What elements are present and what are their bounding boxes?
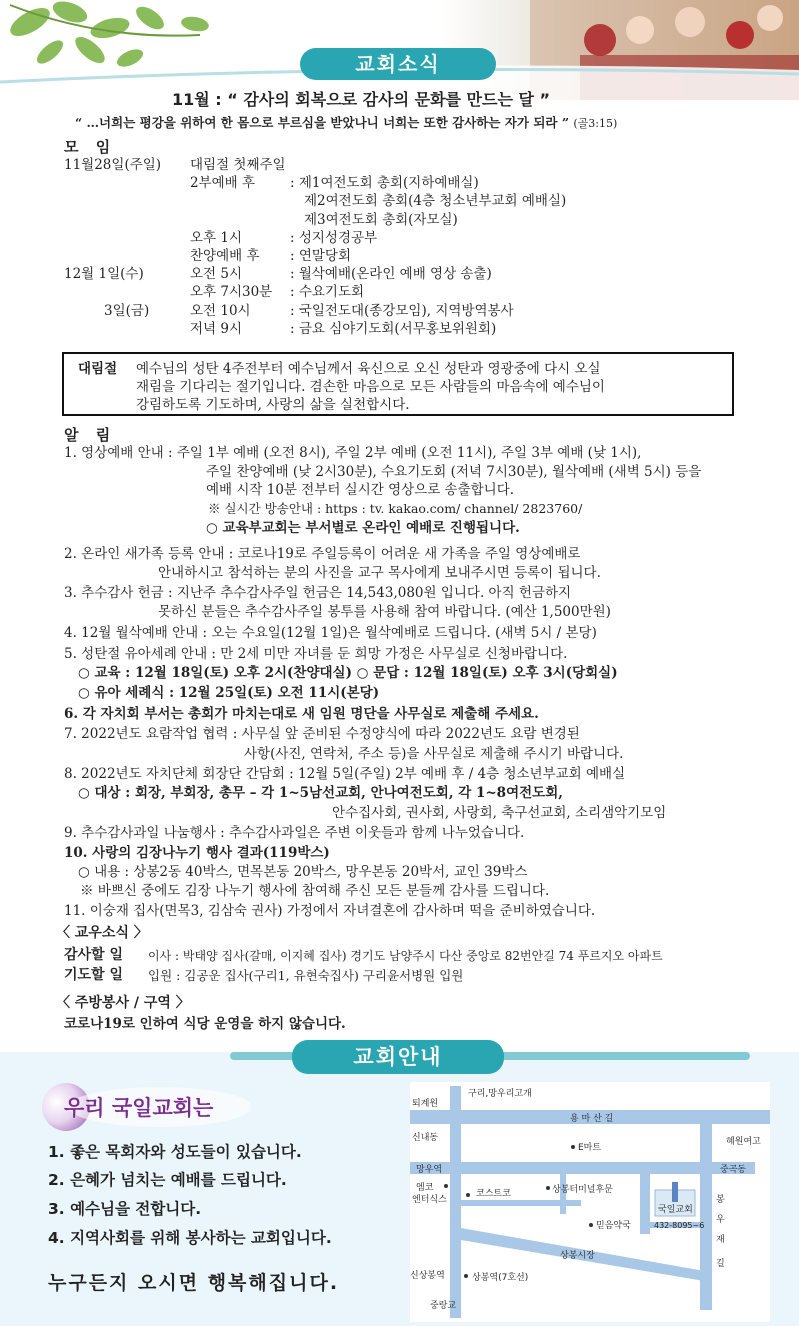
- notice-line-9: 못하신 분들은 추수감사주일 봉투를 사용해 참여 바랍니다. (예산 1,500만원): [158, 604, 611, 620]
- notice-line-8: 3. 추수감사 헌금 : 지난주 추수감사주일 헌금은 14,543,080원 입니다. 아직 헌금하지: [64, 585, 572, 601]
- map-label-yongmasan: 용 마 산 길: [570, 1114, 614, 1124]
- map-label-haewon: 혜원여고: [726, 1137, 761, 1147]
- notice-line-18: ○ 대상 : 회장, 부회장, 총무 – 각 1~5남선교회, 안나여전도회, 각 1~8여전도회,: [78, 785, 563, 801]
- meeting-c3-4: : 성지성경공부: [290, 229, 378, 246]
- notice-line-2: 주일 찬양예배 (낮 2시30분), 수요기도회 (저녁 7시30분), 월삭예배 (새벽 5시) 등을: [206, 464, 702, 480]
- map-label-gil: 길: [716, 1259, 725, 1269]
- meeting-c2-9: 저녁 9시: [190, 320, 243, 337]
- location-map: [410, 1082, 770, 1322]
- meeting-c2-4: 오후 1시: [190, 229, 243, 246]
- notice-line-13: ○ 유아 세례식 : 12월 25일(토) 오전 11시(본당): [78, 685, 380, 701]
- prayer-label: 기도할 일: [64, 967, 123, 983]
- kitchen-text: 코로나19로 인하여 식당 운영을 하지 않습니다.: [64, 1016, 346, 1032]
- meeting-c2-1: 2부예배 후: [190, 175, 256, 192]
- meeting-c1-8: 3일(금): [104, 302, 150, 319]
- thanks-text: 이사 : 박태양 집사(갈매, 이지혜 집사) 경기도 남양주시 다산 중앙로 82번안길 74 푸르지오 아파트: [148, 949, 663, 963]
- meeting-c3-1: : 제1여전도회 총회(지하예배실): [290, 175, 479, 192]
- notice-line-19: 안수집사회, 권사회, 사랑회, 축구선교회, 소리샘악기모임: [332, 805, 667, 821]
- intro-item-4: 4. 지역사회를 위해 봉사하는 교회입니다.: [48, 1229, 332, 1247]
- map-label-jae: 재: [716, 1235, 725, 1245]
- meeting-c3-3: 제3여전도회 총회(자모실): [304, 211, 458, 228]
- advent-label: 대림절: [78, 361, 118, 377]
- notice-line-6: 2. 온라인 새가족 등록 안내 : 코로나19로 주일등록이 어려운 새 가족을 주일 영상예배로: [64, 546, 581, 562]
- month-theme: 11월 : “ 감사의 회복으로 감사의 문화를 만드는 달 ”: [172, 90, 551, 109]
- news-title: 교회소식: [300, 48, 496, 80]
- verse-text: “ …너희는 평강을 위하여 한 몸으로 부르심을 받았나니 너희는 또한 감사하는 자가 되라 ”: [75, 115, 570, 130]
- intro-item-3: 3. 예수님을 전합니다.: [48, 1200, 202, 1218]
- notice-line-21: 10. 사랑의 김장나누기 행사 결과(119박스): [64, 845, 330, 861]
- map-label-toegyewon: 퇴계원: [412, 1099, 439, 1109]
- map-label-sinsangbong: 신상봉역: [410, 1271, 445, 1281]
- meeting-c3-8: : 국일전도대(종강모임), 지역방역봉사: [290, 302, 514, 319]
- intro-title: 우리 국일교회는: [64, 1096, 214, 1120]
- meeting-c2-5: 찬양예배 후: [190, 248, 260, 264]
- notice-line-22: ○ 내용 : 상봉2동 40박스, 면목본동 20박스, 망우본동 20박서, 교인 39박스: [78, 864, 528, 880]
- meeting-c1-6: 12월 1일(수): [64, 266, 144, 283]
- meeting-c2-7: 오후 7시30분: [190, 284, 273, 301]
- advent-line-1: 예수님의 성탄 4주전부터 예수님께서 육신으로 오신 성탄과 영광중에 다시 오실: [136, 361, 601, 377]
- members-heading: 〈 교우소식 〉: [56, 925, 148, 941]
- map-label-jungnang: 중랑교: [430, 1301, 457, 1311]
- intro-item-1: 1. 좋은 목회자와 성도들이 있습니다.: [48, 1143, 302, 1161]
- thanks-label: 감사할 일: [64, 947, 123, 963]
- notice-line-7: 안내하시고 참석하는 분의 사진을 교구 목사에게 보내주시면 등록이 됩니다.: [158, 565, 601, 581]
- meeting-c3-5: : 연말당회: [290, 248, 352, 264]
- meeting-c2-8: 오전 10시: [190, 302, 251, 319]
- meeting-c2-0: 대림절 첫째주일: [190, 157, 286, 173]
- theme-verse: [75, 114, 617, 133]
- kitchen-heading: 〈 주방봉사 / 구역 〉: [56, 995, 190, 1011]
- closing-text: 누구든지 오시면 행복해집니다.: [48, 1272, 340, 1294]
- map-label-emart: E마트: [578, 1143, 602, 1153]
- map-label-emco: 엠코: [416, 1183, 434, 1193]
- map-label-sangbong-market: 상봉시장: [560, 1251, 595, 1261]
- map-label-guri: 구리,망우리고개: [468, 1089, 532, 1099]
- notice-line-4[interactable]: ※ 실시간 방송안내 : https : tv. kakao.com/ channel/ 2823760/: [208, 501, 583, 516]
- notice-line-12: ○ 교육 : 12월 18일(토) 오후 2시(찬양대실) ○ 문답 : 12월 18일(토) 오후 3시(당회실): [78, 665, 618, 681]
- meeting-c2-6: 오전 5시: [190, 266, 243, 283]
- map-label-sinnae: 신내동: [412, 1133, 439, 1143]
- notice-line-24: 11. 이숭재 집사(면목3, 김삼숙 권사) 가정에서 자녀결혼에 감사하며 떡을 준비하였습니다.: [64, 903, 596, 919]
- meeting-c1-0: 11월28일(주일): [64, 157, 162, 173]
- guide-title: 교회안내: [292, 1040, 504, 1074]
- map-label-sangbong-station: 상봉역(7호선): [472, 1273, 529, 1283]
- map-label-bong: 봉: [716, 1195, 725, 1205]
- notice-line-15: 7. 2022년도 요람작업 협력 : 사무실 앞 준비된 수정양식에 따라 2022년도 요람 변경된: [64, 726, 580, 742]
- notices-heading: 알 림: [64, 426, 117, 444]
- meeting-c3-2: 제2여전도회 총회(4층 청소년부교회 예배실): [304, 193, 567, 210]
- notice-line-3: 예배 시작 10분 전부터 실시간 영상으로 송출합니다.: [206, 482, 515, 498]
- notice-line-10: 4. 12월 월삭예배 안내 : 오는 수요일(12월 1일)은 월삭예배로 드립니다. (새벽 5시 / 본당): [64, 625, 597, 641]
- notice-line-5: ○ 교육부교회는 부서별로 온라인 예배로 진행됩니다.: [206, 520, 520, 536]
- notice-line-23: ※ 바쁘신 중에도 김장 나누기 행사에 참여해 주신 모든 분들께 감사를 드립니다.: [80, 883, 550, 899]
- verse-ref: (골3:15): [573, 117, 618, 130]
- advent-line-3: 강림하도록 기도하며, 사랑의 삶을 실천합시다.: [136, 397, 410, 413]
- notice-line-11: 5. 성탄절 유아세례 안내 : 만 2세 미만 자녀를 둔 희망 가정은 사무실로 신청바랍니다.: [64, 646, 568, 662]
- notice-line-16: 사항(사진, 연락처, 주소 등)을 사무실로 제출해 주시기 바랍니다.: [244, 746, 624, 762]
- notice-line-1: 1. 영상예배 안내 : 주일 1부 예배 (오전 8시), 주일 2부 예배 (오전 11시), 주일 3부 예배 (낮 1시),: [64, 445, 642, 461]
- notice-line-17: 8. 2022년도 자치단체 회장단 간담회 : 12월 5일(주일) 2부 예배 후 / 4층 청소년부교회 예배실: [64, 766, 626, 782]
- map-label-church: 국일교회: [658, 1205, 693, 1215]
- map-label-entersix: 엔터식스: [412, 1195, 447, 1205]
- intro-item-2: 2. 은혜가 넘치는 예배를 드립니다.: [48, 1171, 287, 1189]
- map-label-sangbong-terminal: 상봉터미널후문: [552, 1185, 613, 1195]
- map-label-mangu: 망우역: [416, 1165, 443, 1175]
- meeting-heading: 모 임: [64, 138, 117, 156]
- meeting-c3-6: : 월삭예배(온라인 예배 영상 송출): [290, 266, 492, 283]
- map-label-mideum: 믿음약국: [596, 1221, 631, 1231]
- notice-line-20: 9. 추수감사과일 나눔행사 : 추수감사과일은 주변 이웃들과 함께 나누었습니다.: [64, 825, 525, 841]
- map-label-costco: 코스트코: [476, 1189, 511, 1199]
- prayer-text: 입원 : 김공운 집사(구리1, 유현숙집사) 구리윤서병원 입원: [148, 968, 464, 983]
- map-label-junggok: 중곡동: [720, 1165, 747, 1175]
- map-label-u: 우: [716, 1215, 725, 1225]
- meeting-c3-7: : 수요기도회: [290, 284, 365, 301]
- meeting-c3-9: : 금요 심야기도회(서무홍보위원회): [290, 320, 497, 337]
- map-label-church-phone: 432-8095~6: [654, 1221, 705, 1230]
- advent-line-2: 재림을 기다리는 절기입니다. 겸손한 마음으로 모든 사람들의 마음속에 예수님이: [136, 379, 605, 395]
- notice-line-14: 6. 각 자치회 부서는 총회가 마치는대로 새 임원 명단을 사무실로 제출해 주세요.: [64, 706, 539, 722]
